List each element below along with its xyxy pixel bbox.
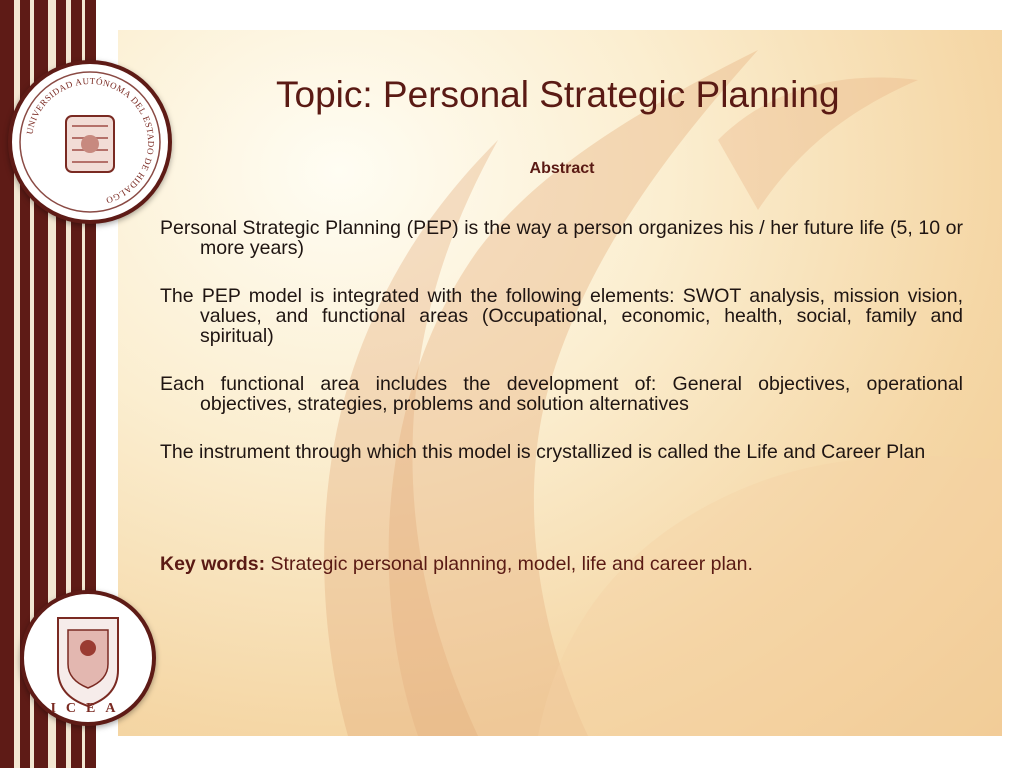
keywords-label: Key words: bbox=[160, 553, 266, 575]
keywords-line bbox=[160, 553, 753, 576]
icea-seal-logo bbox=[20, 590, 156, 726]
abstract-paragraph: Personal Strategic Planning (PEP) is the way a person organizes his / her future life (5, 10 or more years) bbox=[160, 217, 963, 259]
seal-monogram: ICEA bbox=[50, 701, 126, 716]
university-seal-logo bbox=[8, 60, 172, 224]
abstract-paragraph: The instrument through which this model is crystallized is called the Life and Career Plan bbox=[160, 441, 926, 463]
slide-title: Topic: Personal Strategic Planning bbox=[276, 74, 840, 115]
abstract-heading: Abstract bbox=[529, 160, 595, 177]
abstract-paragraph: Each functional area includes the development of: General objectives, operational objectives, strategies, problems and solution alternatives bbox=[160, 373, 963, 415]
keywords-text: Strategic personal planning, model, life and career plan. bbox=[265, 553, 753, 575]
abstract-paragraph: The PEP model is integrated with the following elements: SWOT analysis, mission vision, values, and functional areas (Occupational, economic, health, social, family and spiritual) bbox=[160, 285, 963, 347]
seal-text: UNIVERSIDAD AUTÓNOMA DEL ESTADO DE HIDALGO bbox=[24, 75, 157, 206]
